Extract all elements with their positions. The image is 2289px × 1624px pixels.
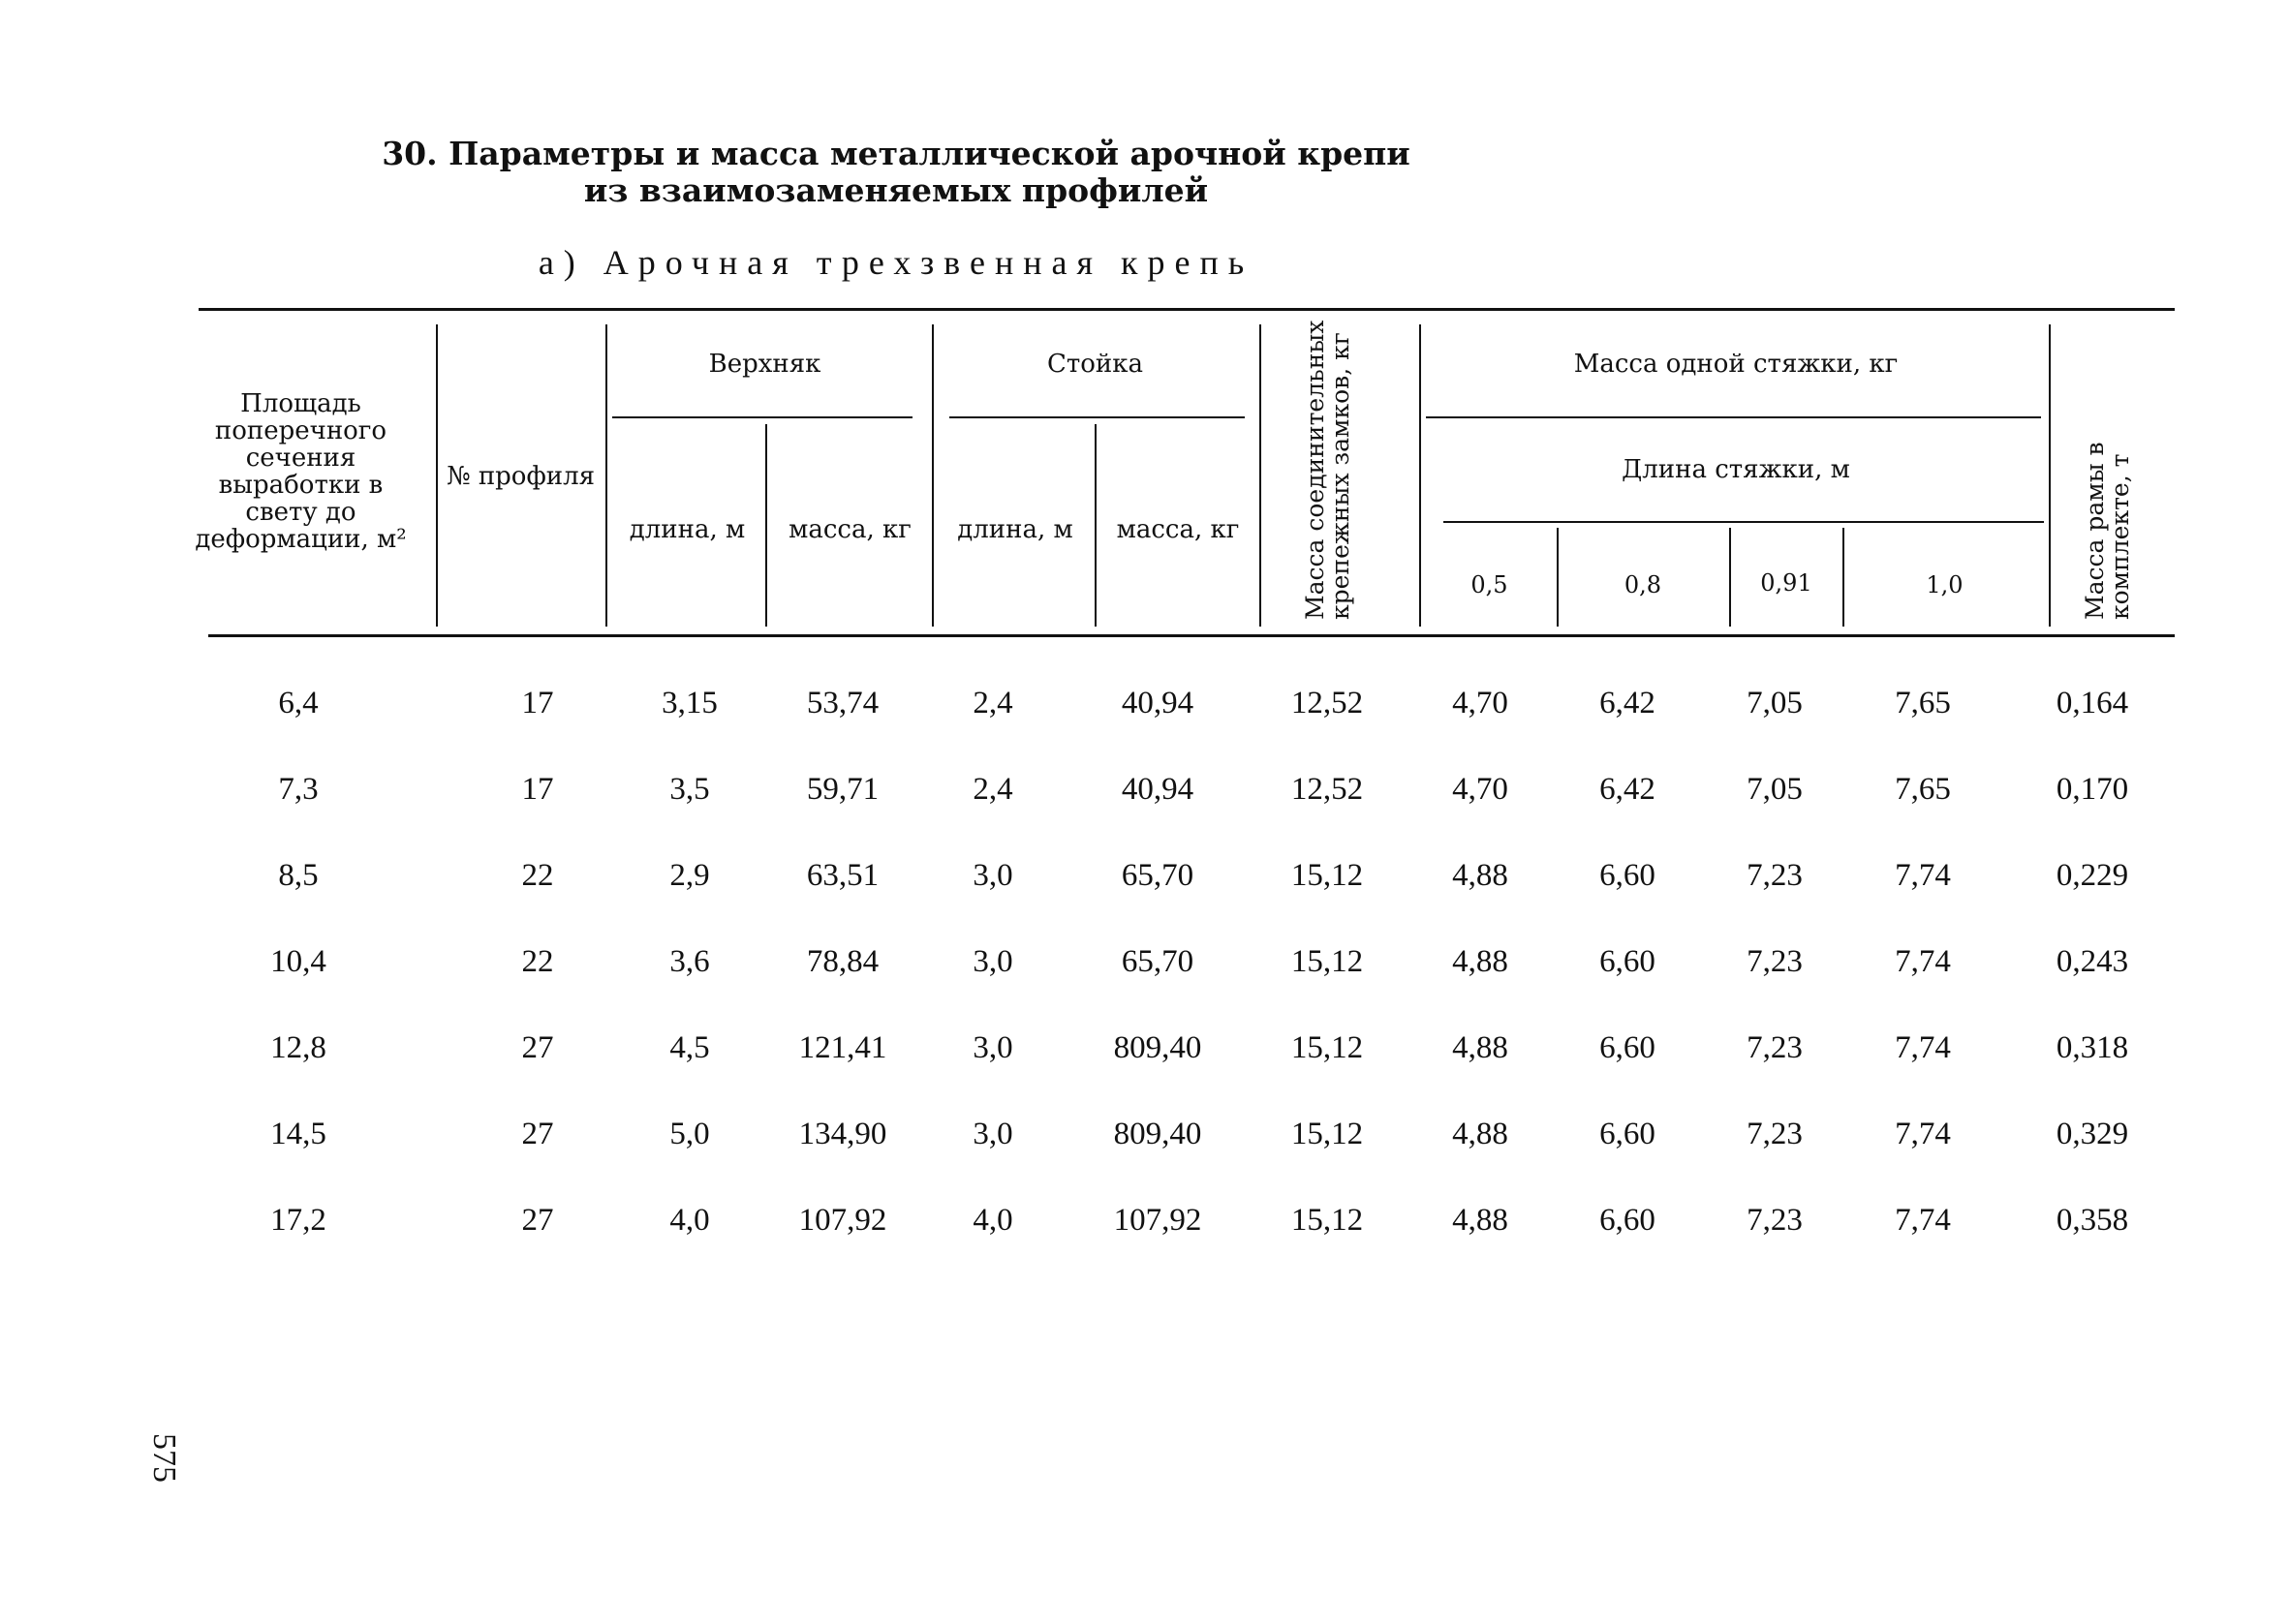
table-cell: 27 bbox=[521, 1203, 554, 1238]
table-cell: 0,318 bbox=[2056, 1030, 2129, 1065]
header-top-beam: Верхняк bbox=[708, 350, 821, 379]
table-cell: 17 bbox=[521, 686, 554, 720]
table-cell: 7,23 bbox=[1747, 944, 1803, 979]
table-cell: 107,92 bbox=[1113, 1203, 1202, 1238]
table-cell: 6,42 bbox=[1599, 686, 1655, 720]
table-top-rule bbox=[199, 308, 2175, 311]
table-cell: 4,88 bbox=[1452, 1030, 1508, 1065]
table-cell: 12,52 bbox=[1290, 772, 1364, 807]
table-cell: 4,0 bbox=[669, 1203, 710, 1238]
header-subrule bbox=[1443, 521, 2044, 523]
table-cell: 65,70 bbox=[1121, 858, 1194, 893]
table-cell: 3,5 bbox=[669, 772, 710, 807]
table-cell: 0,229 bbox=[2056, 858, 2129, 893]
table-cell: 22 bbox=[521, 944, 554, 979]
header-subrule bbox=[1426, 416, 2041, 418]
header-profile: № профиля bbox=[446, 462, 596, 491]
header-divider bbox=[1557, 528, 1559, 627]
table-cell: 6,4 bbox=[278, 686, 319, 720]
table-cell: 6,60 bbox=[1599, 944, 1655, 979]
table-cell: 22 bbox=[521, 858, 554, 893]
table-cell: 0,243 bbox=[2056, 944, 2129, 979]
table-cell: 0,170 bbox=[2056, 772, 2129, 807]
table-cell: 6,60 bbox=[1599, 858, 1655, 893]
table-cell: 27 bbox=[521, 1030, 554, 1065]
table-cell: 3,0 bbox=[973, 1030, 1013, 1065]
header-post-length: длина, м bbox=[957, 515, 1073, 544]
table-cell: 2,4 bbox=[973, 772, 1013, 807]
header-tie-mass: Масса одной стяжки, кг bbox=[1573, 350, 1899, 379]
table-cell: 15,12 bbox=[1290, 944, 1364, 979]
table-cell: 107,92 bbox=[798, 1203, 887, 1238]
table-cell: 15,12 bbox=[1290, 1030, 1364, 1065]
table-cell: 5,0 bbox=[669, 1117, 710, 1151]
table-cell: 3,6 bbox=[669, 944, 710, 979]
table-cell: 809,40 bbox=[1113, 1030, 1202, 1065]
table-cell: 4,70 bbox=[1452, 686, 1508, 720]
table-cell: 7,74 bbox=[1895, 1117, 1951, 1151]
table-cell: 7,23 bbox=[1747, 1203, 1803, 1238]
table-cell: 15,12 bbox=[1290, 1117, 1364, 1151]
header-post: Стойка bbox=[1046, 350, 1143, 379]
table-cell: 7,74 bbox=[1895, 1203, 1951, 1238]
table-cell: 40,94 bbox=[1121, 772, 1194, 807]
page-number: 575 bbox=[146, 1433, 182, 1483]
header-divider bbox=[1729, 528, 1731, 627]
header-tie-0-8: 0,8 bbox=[1624, 571, 1662, 598]
table-cell: 7,74 bbox=[1895, 944, 1951, 979]
table-cell: 65,70 bbox=[1121, 944, 1194, 979]
table-cell: 0,164 bbox=[2056, 686, 2129, 720]
header-area: Площадь поперечного сечения выработки в свету до деформации, м² bbox=[195, 389, 407, 554]
table-cell: 7,3 bbox=[278, 772, 319, 807]
header-divider bbox=[2049, 324, 2051, 627]
header-subrule bbox=[612, 416, 913, 418]
table-cell: 15,12 bbox=[1290, 858, 1364, 893]
header-post-mass: масса, кг bbox=[1116, 515, 1240, 544]
table-cell: 4,88 bbox=[1452, 1117, 1508, 1151]
header-tie-0-5: 0,5 bbox=[1470, 571, 1508, 598]
table-cell: 12,52 bbox=[1290, 686, 1364, 720]
table-cell: 0,329 bbox=[2056, 1117, 2129, 1151]
table-cell: 4,0 bbox=[973, 1203, 1013, 1238]
table-cell: 4,70 bbox=[1452, 772, 1508, 807]
table-cell: 15,12 bbox=[1290, 1203, 1364, 1238]
table-cell: 809,40 bbox=[1113, 1117, 1202, 1151]
header-tie-length: Длина стяжки, м bbox=[1622, 455, 1850, 484]
table-cell: 4,88 bbox=[1452, 1203, 1508, 1238]
table-subtitle: а) Арочная трехзвенная крепь bbox=[538, 243, 1254, 282]
table-cell: 6,60 bbox=[1599, 1117, 1655, 1151]
table-cell: 6,42 bbox=[1599, 772, 1655, 807]
table-cell: 7,65 bbox=[1895, 686, 1951, 720]
table-cell: 3,0 bbox=[973, 1117, 1013, 1151]
table-cell: 7,23 bbox=[1747, 1030, 1803, 1065]
table-cell: 0,358 bbox=[2056, 1203, 2129, 1238]
table-cell: 7,23 bbox=[1747, 1117, 1803, 1151]
table-cell: 7,65 bbox=[1895, 772, 1951, 807]
table-cell: 7,05 bbox=[1747, 686, 1803, 720]
table-cell: 4,88 bbox=[1452, 944, 1508, 979]
table-cell: 63,51 bbox=[806, 858, 880, 893]
table-cell: 4,5 bbox=[669, 1030, 710, 1065]
table-cell: 6,60 bbox=[1599, 1203, 1655, 1238]
table-cell: 27 bbox=[521, 1117, 554, 1151]
table-cell: 134,90 bbox=[798, 1117, 887, 1151]
header-divider bbox=[605, 324, 607, 627]
table-cell: 7,05 bbox=[1747, 772, 1803, 807]
header-top-mass: масса, кг bbox=[789, 515, 912, 544]
header-tie-1-0: 1,0 bbox=[1926, 571, 1964, 598]
table-cell: 7,74 bbox=[1895, 1030, 1951, 1065]
table-cell: 4,88 bbox=[1452, 858, 1508, 893]
header-divider bbox=[436, 324, 438, 627]
header-tie-0-91: 0,91 bbox=[1760, 569, 1812, 597]
table-cell: 53,74 bbox=[806, 686, 880, 720]
table-cell: 121,41 bbox=[798, 1030, 887, 1065]
header-divider bbox=[1095, 424, 1097, 627]
header-divider bbox=[1259, 324, 1261, 627]
table-cell: 2,4 bbox=[973, 686, 1013, 720]
header-locks: Масса соединительных крепежных замков, кг bbox=[1301, 320, 1354, 620]
table-cell: 59,71 bbox=[806, 772, 880, 807]
table-cell: 78,84 bbox=[806, 944, 880, 979]
table-cell: 40,94 bbox=[1121, 686, 1194, 720]
header-divider bbox=[1419, 324, 1421, 627]
header-subrule bbox=[949, 416, 1245, 418]
table-cell: 3,0 bbox=[973, 858, 1013, 893]
table-cell: 3,15 bbox=[662, 686, 718, 720]
table-cell: 6,60 bbox=[1599, 1030, 1655, 1065]
header-divider bbox=[1842, 528, 1844, 627]
header-top-length: длина, м bbox=[629, 515, 746, 544]
title-line-2: из взаимозаменяемых профилей bbox=[583, 171, 1209, 209]
table-cell: 17 bbox=[521, 772, 554, 807]
header-divider bbox=[765, 424, 767, 627]
table-cell: 3,0 bbox=[973, 944, 1013, 979]
header-frame-mass: Масса рамы в комплекте, т bbox=[2081, 442, 2134, 620]
header-divider bbox=[932, 324, 934, 627]
header-bottom-rule bbox=[208, 634, 2175, 637]
title-line-1: 30. Параметры и масса металлической арочной крепи bbox=[382, 135, 1410, 172]
table-cell: 7,23 bbox=[1747, 858, 1803, 893]
table-cell: 17,2 bbox=[270, 1203, 326, 1238]
table-title bbox=[0, 136, 1792, 209]
table-cell: 12,8 bbox=[270, 1030, 326, 1065]
table-cell: 10,4 bbox=[270, 944, 326, 979]
table-cell: 2,9 bbox=[669, 858, 710, 893]
table-cell: 8,5 bbox=[278, 858, 319, 893]
table-cell: 14,5 bbox=[270, 1117, 326, 1151]
table-cell: 7,74 bbox=[1895, 858, 1951, 893]
